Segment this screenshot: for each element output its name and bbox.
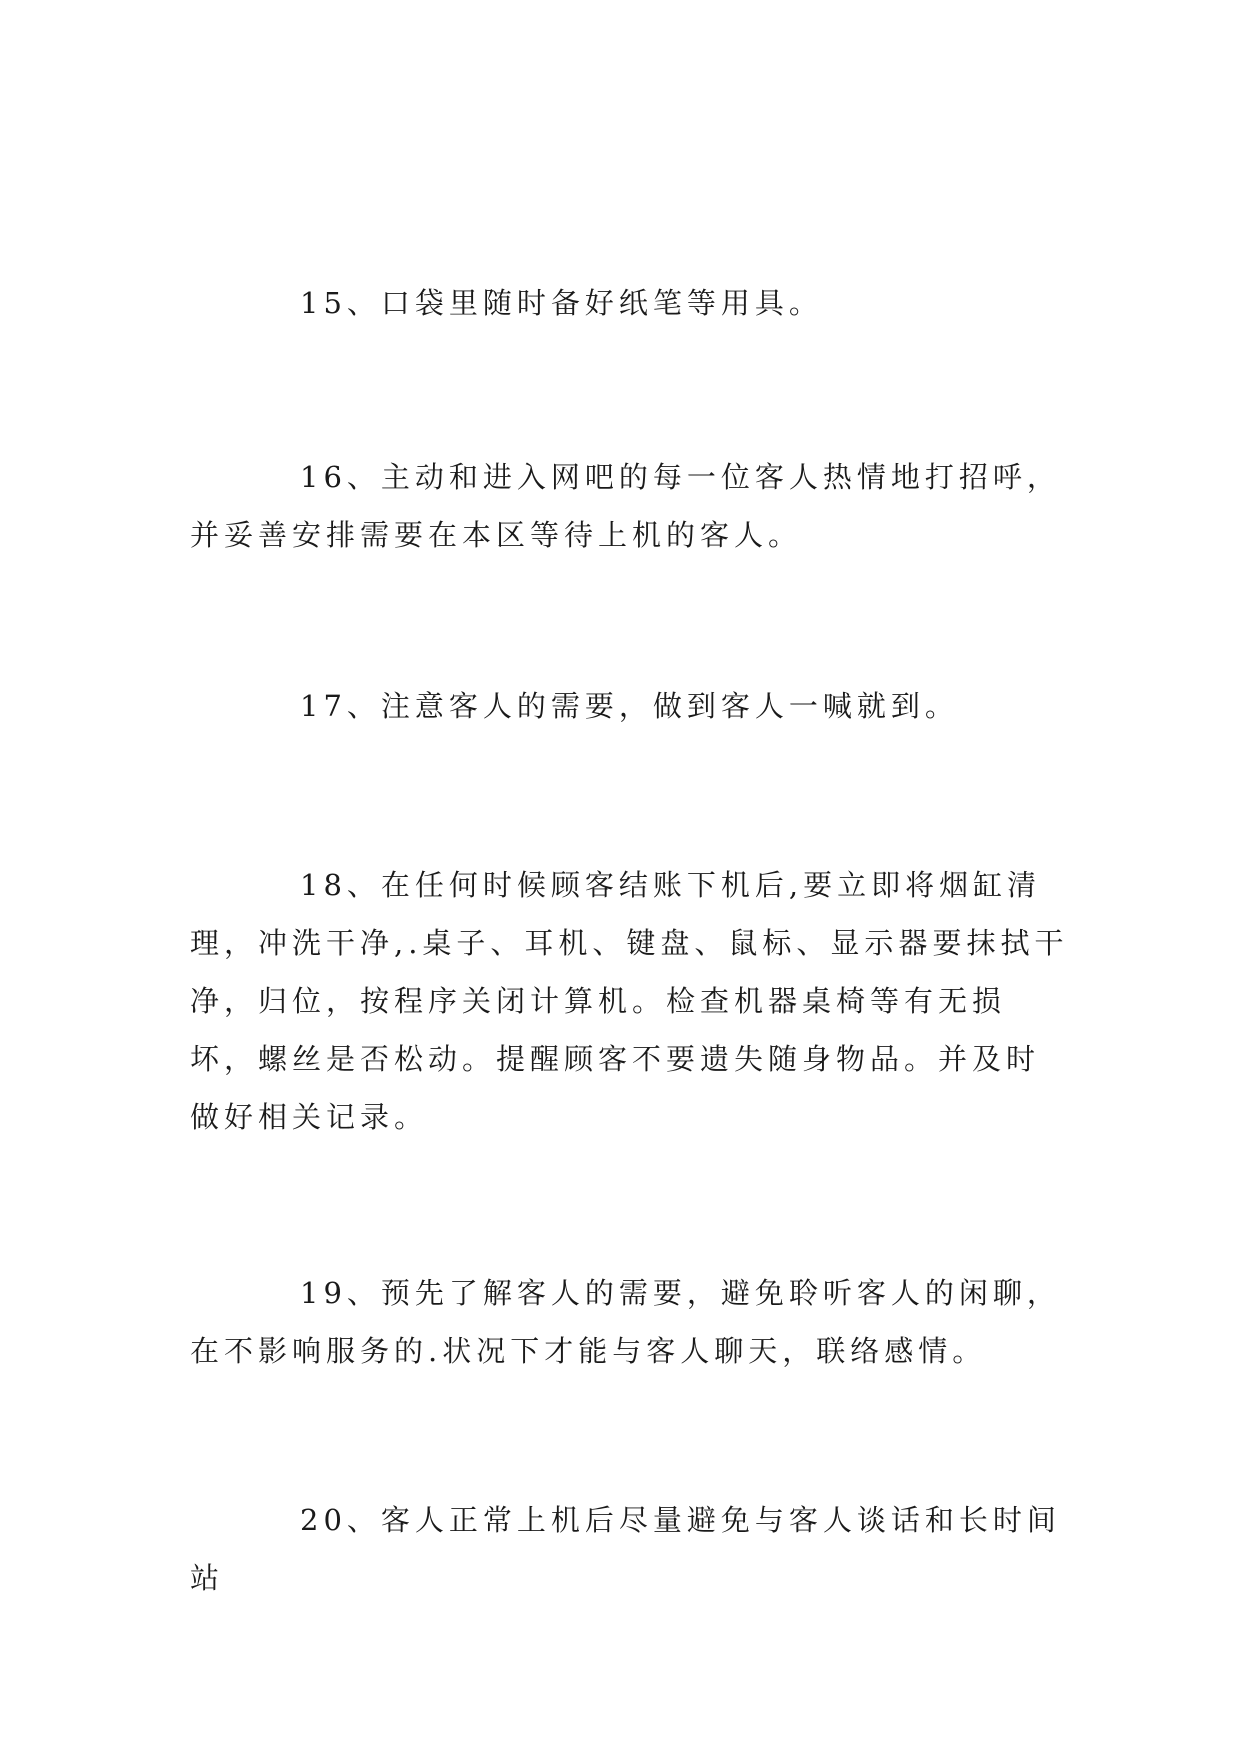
- paragraph-16: 16、主动和进入网吧的每一位客人热情地打招呼，并妥善安排需要在本区等待上机的客人。: [190, 460, 1061, 552]
- paragraph-19: 19、预先了解客人的需要，避免聆听客人的闲聊，在不影响服务的.状况下才能与客人聊天，联络感情。: [190, 1276, 1061, 1368]
- paragraph-15: 15、口袋里随时备好纸笔等用具。: [300, 286, 823, 320]
- paragraph-20: 20、客人正常上机后尽量避免与客人谈话和长时间站: [190, 1503, 1061, 1595]
- paragraph-17: 17、注意客人的需要，做到客人一喊就到。: [300, 689, 959, 723]
- paragraph-18: 18、在任何时候顾客结账下机后,要立即将烟缸清理，冲洗干净,.桌子、耳机、键盘、鼠标、显示器要抹拭干净，归位，按程序关闭计算机。检查机器桌椅等有无损坏，螺丝是否松动。提醒顾客不要遗失随身物品。并及时做好相关记录。: [190, 868, 1069, 1134]
